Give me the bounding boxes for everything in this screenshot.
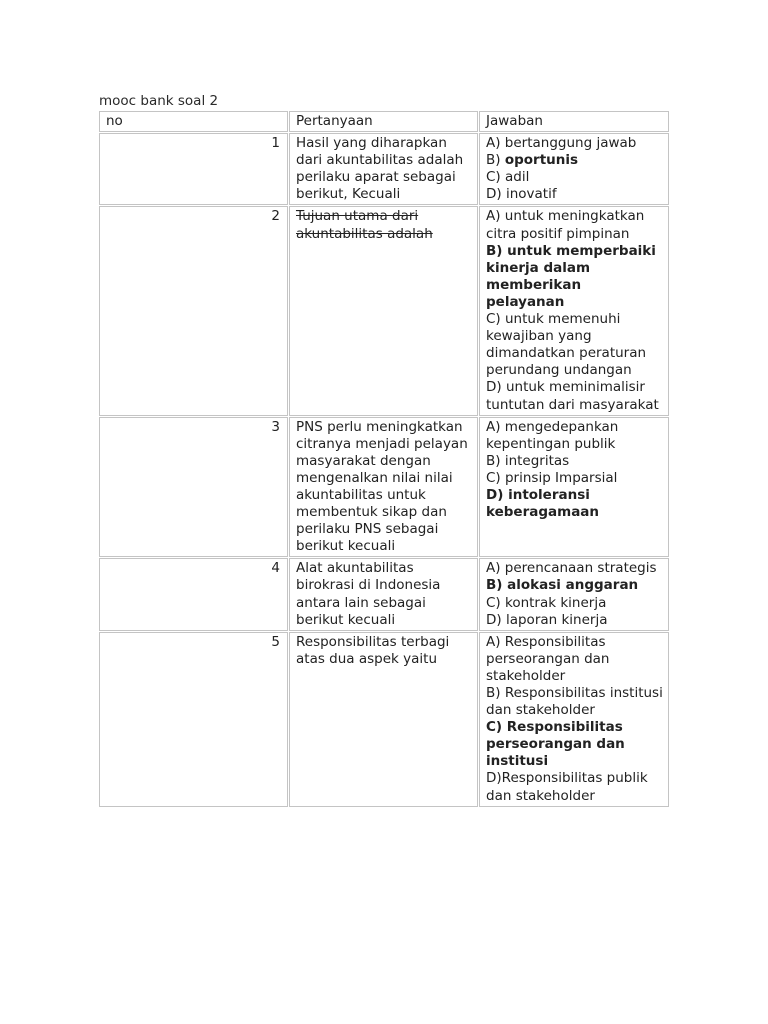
answer-option-text: oportunis (504, 152, 579, 169)
question-text-content: Hasil yang diharapkan dari akuntabilitas adalah perilaku aparat sebagai berikut, Kecuali (296, 135, 464, 203)
answer-option-label: A) (486, 633, 505, 650)
answer-option (486, 634, 663, 685)
table-row (99, 632, 669, 807)
answer-option (486, 135, 663, 152)
answer-option-label: A) (486, 135, 505, 152)
answer-option-text: alokasi anggaran (507, 577, 639, 594)
answer-option-label: D) (486, 611, 506, 628)
answer-option-label: C) (486, 169, 505, 186)
answer-option-text: untuk memperbaiki kinerja dalam memberikan pelayanan (486, 242, 656, 310)
question-number: 4 (99, 558, 288, 630)
answer-options (479, 133, 669, 205)
answer-option-text: integritas (504, 452, 570, 469)
answer-option-text: perencanaan strategis (504, 560, 657, 577)
answer-option-text: untuk meningkatkan citra positif pimpinan (486, 208, 645, 242)
answer-option-label: D) (486, 379, 506, 396)
answer-option-correct (486, 719, 663, 770)
answer-option-label: C) (486, 594, 505, 611)
answer-option (486, 685, 663, 719)
answer-option-text: untuk memenuhi kewajiban yang dimandatkan peraturan perundang undangan (486, 311, 647, 379)
answer-option-label: C) (486, 469, 505, 486)
answer-option-label: B) (486, 685, 505, 701)
answer-option-label: D) (486, 770, 502, 787)
answer-option-correct (486, 152, 663, 169)
answer-option-correct (486, 577, 663, 594)
answer-option-label: A) (486, 560, 505, 577)
header-question: Pertanyaan (289, 111, 478, 132)
question-number: 1 (99, 133, 288, 205)
answer-option-text: inovatif (505, 186, 557, 203)
table-row (99, 558, 669, 630)
question-number: 3 (99, 417, 288, 558)
answer-option-text: Responsibilitas publik dan stakeholder (486, 770, 648, 804)
question-text-content: Responsibilitas terbagi atas dua aspek yaitu (296, 633, 450, 667)
answer-option-text: Responsibilitas perseorangan dan institusi (486, 719, 625, 770)
answer-option-text: Responsibilitas institusi dan stakeholder (486, 685, 663, 719)
question-table-body (99, 111, 669, 807)
question-text (289, 558, 478, 630)
answer-option-label: C) (486, 719, 507, 736)
answer-option (486, 470, 663, 487)
question-number: 5 (99, 632, 288, 807)
answer-option-label: D) (486, 486, 509, 503)
question-table (98, 110, 670, 808)
answer-option-label: B) (486, 152, 505, 169)
answer-option (486, 419, 663, 453)
answer-option-text: intoleransi keberagamaan (486, 486, 600, 521)
answer-option (486, 208, 663, 242)
answer-option-label: B) (486, 242, 508, 259)
answer-option-text: prinsip Imparsial (504, 469, 618, 486)
answer-options (479, 632, 669, 807)
answer-option (486, 560, 663, 577)
answer-option-text: laporan kinerja (505, 611, 608, 628)
table-header-row (99, 111, 669, 132)
question-text-content: Tujuan utama dari akuntabilitas adalah (296, 208, 433, 242)
answer-option (486, 612, 663, 629)
answer-option-text: untuk meminimalisir tuntutan dari masyarakat (486, 379, 659, 413)
answer-option (486, 169, 663, 186)
question-text-content: PNS perlu meningkatkan citranya menjadi pelayan masyarakat dengan mengenalkan nilai nilai akuntabilitas untuk membentuk sikap dan perilaku PNS sebagai berikut kecuali (296, 418, 468, 555)
answer-option (486, 186, 663, 203)
header-answer: Jawaban (479, 111, 669, 132)
question-text (289, 632, 478, 807)
answer-option-correct (486, 487, 663, 521)
answer-option-label: D) (486, 186, 506, 203)
question-text-content: Alat akuntabilitas birokrasi di Indonesia antara lain sebagai berikut kecuali (296, 560, 441, 628)
answer-option-label: B) (486, 577, 508, 594)
answer-option-text: kontrak kinerja (504, 594, 607, 611)
answer-option (486, 311, 663, 379)
answer-option-text: adil (504, 169, 530, 186)
answer-option-text: mengedepankan kepentingan publik (486, 418, 619, 452)
answer-option (486, 770, 663, 804)
question-number: 2 (99, 206, 288, 415)
answer-options (479, 206, 669, 415)
answer-option-label: A) (486, 418, 505, 435)
answer-options (479, 558, 669, 630)
document-title: mooc bank soal 2 (99, 93, 219, 109)
answer-option-text: bertanggung jawab (504, 135, 637, 152)
answer-option-text: Responsibilitas perseorangan dan stakeholder (486, 633, 610, 684)
header-no: no (99, 111, 288, 132)
question-text (289, 206, 478, 415)
answer-option (486, 453, 663, 470)
table-row (99, 133, 669, 205)
table-row (99, 206, 669, 415)
answer-options (479, 417, 669, 558)
question-text (289, 417, 478, 558)
table-row (99, 417, 669, 558)
answer-option (486, 595, 663, 612)
answer-option-label: C) (486, 311, 505, 328)
answer-option-label: B) (486, 452, 505, 469)
answer-option (486, 379, 663, 413)
question-text (289, 133, 478, 205)
answer-option-correct (486, 243, 663, 311)
answer-option-label: A) (486, 208, 505, 225)
